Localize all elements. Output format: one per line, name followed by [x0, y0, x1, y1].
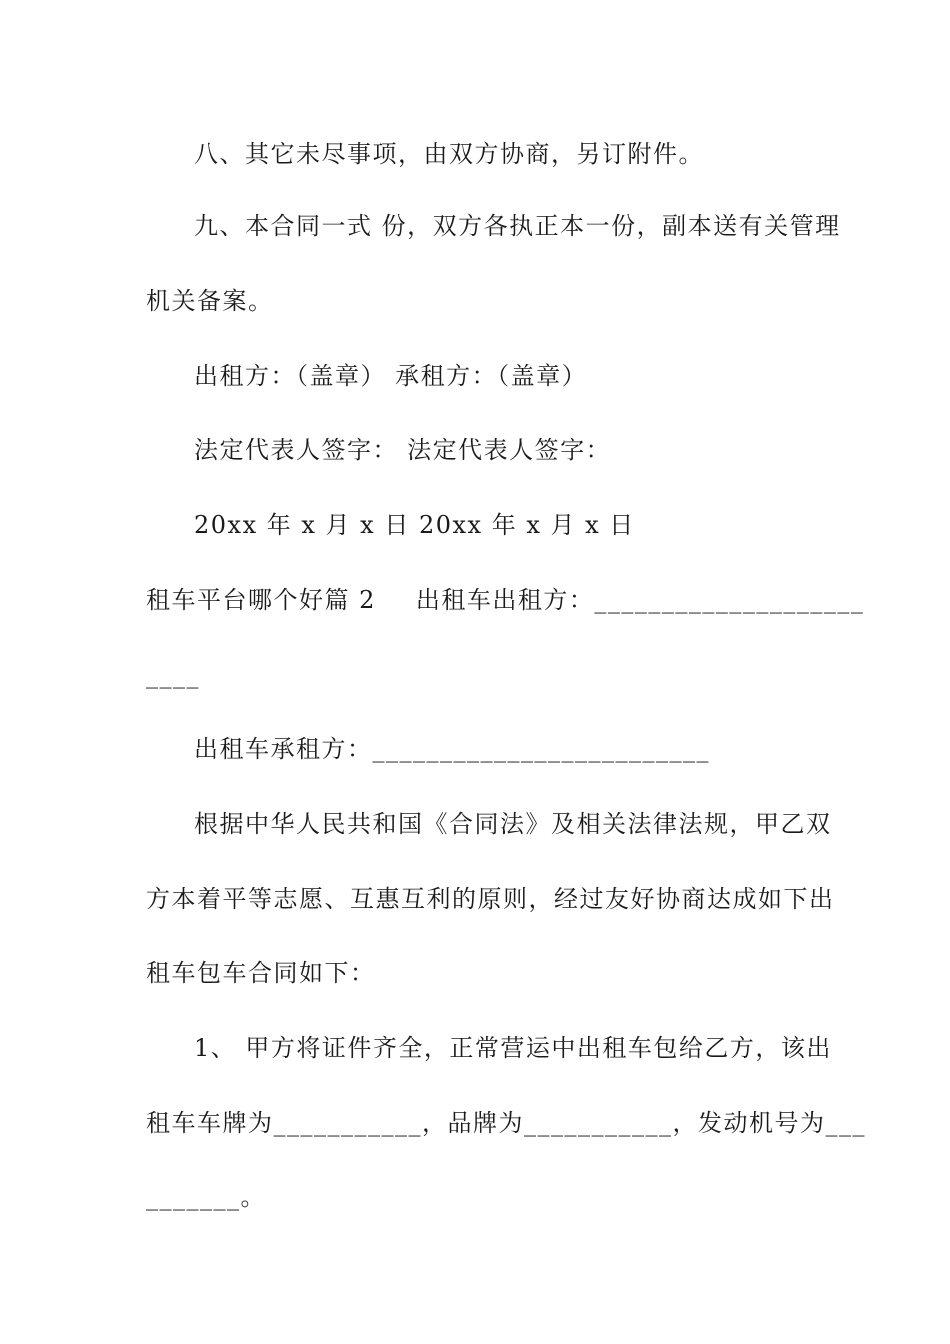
preamble-line-3: 租车包车合同如下：	[146, 959, 376, 987]
lessor-field: 出租车出租方：____________________	[415, 586, 865, 614]
clause-8: 八、其它未尽事项，由双方协商，另订附件。	[194, 140, 704, 168]
signature-line: 法定代表人签字： 法定代表人签字：	[194, 436, 612, 464]
lessee-field: 出租车承租方：_________________________	[194, 735, 710, 763]
preamble-line-2: 方本着平等志愿、互惠互利的原则，经过友好协商达成如下出	[146, 885, 835, 913]
term-1-line-1: 1、 甲方将证件齐全，正常营运中出租车包给乙方，该出	[194, 1034, 832, 1062]
heading-line	[146, 585, 864, 615]
term-1-line-3: _______。	[146, 1183, 266, 1211]
clause-9-line-2: 机关备案。	[146, 287, 274, 315]
date-line: 20xx 年 x 月 x 日 20xx 年 x 月 x 日	[194, 511, 635, 539]
seal-line: 出租方：（盖章） 承租方：（盖章）	[194, 362, 588, 390]
clause-9-line-1: 九、本合同一式 份，双方各执正本一份，副本送有关管理	[194, 212, 841, 240]
section-heading: 租车平台哪个好篇 2	[146, 586, 376, 614]
lessor-field-continuation: ____	[146, 661, 200, 689]
preamble-line-1: 根据中华人民共和国《合同法》及相关法律法规，甲乙双	[194, 810, 832, 838]
term-1-line-2: 租车车牌为___________，品牌为___________，发动机号为___	[146, 1109, 866, 1137]
